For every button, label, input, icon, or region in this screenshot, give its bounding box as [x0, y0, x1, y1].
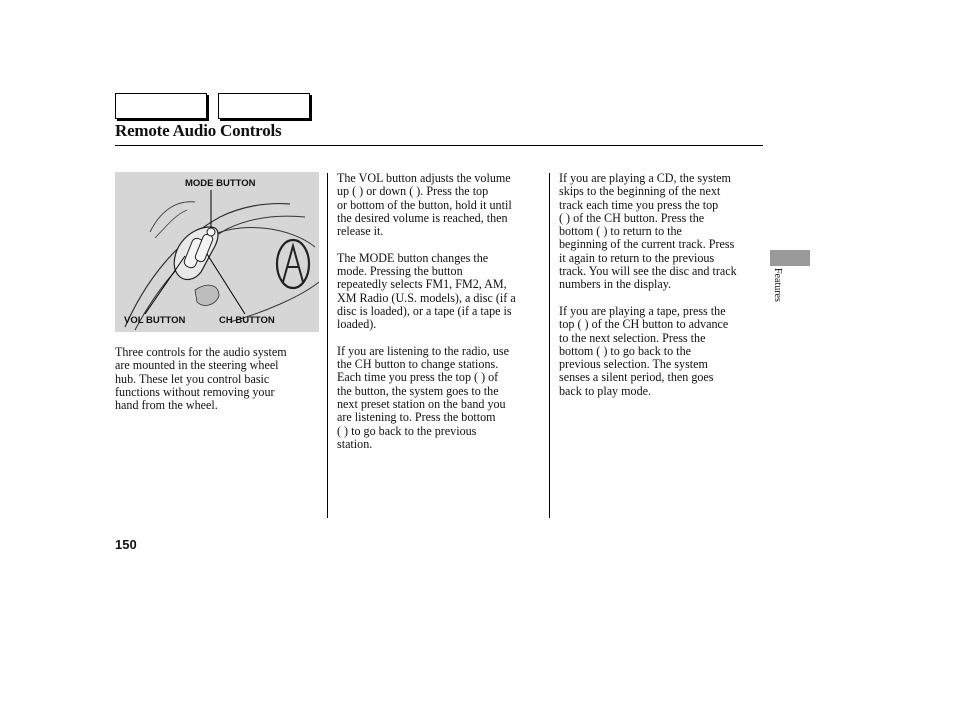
paragraph-mode: The MODE button changes the mode. Pressing the button repeatedly selects FM1, FM2, AM, XM Radio (U.S. models), a disc (if a disc is loaded), or a tape (if a tape is loaded).	[337, 250, 516, 332]
text-column-1	[115, 346, 320, 426]
paragraph-intro: Three controls for the audio system are mounted in the steering wheel hub. These let you control basic functions without removing your hand from the wheel.	[115, 345, 287, 413]
ch-button-label: CH BUTTON	[219, 315, 275, 326]
page-title: Remote Audio Controls	[115, 121, 282, 140]
nav-box-left[interactable]	[115, 93, 207, 119]
steering-wheel-illustration	[115, 172, 319, 332]
nav-box-right[interactable]	[218, 93, 310, 119]
paragraph-tape: If you are playing a tape, press the top ( ) of the CH button to advance to the next selection. Press the bottom ( ) to go back to the previous selection. The system senses a silent period, then goes back to play mode.	[559, 303, 729, 398]
title-divider	[115, 145, 763, 146]
paragraph-radio: If you are listening to the radio, use the CH button to change stations. Each time you press the top ( ) of the button, the system goes to the next preset station on the band you are listening to. Press the bottom ( ) to go back to the previous station.	[337, 343, 509, 451]
mode-button-label: MODE BUTTON	[185, 178, 256, 189]
text-column-3	[559, 172, 765, 411]
section-label: Features	[772, 268, 783, 302]
steering-wheel-figure	[115, 172, 319, 332]
vol-button-label: VOL BUTTON	[124, 315, 186, 326]
column-divider-2	[549, 173, 550, 518]
paragraph-cd: If you are playing a CD, the system skips to the beginning of the next track each time you press the top ( ) of the CH button. Press the bottom ( ) to return to the beginning of the current track. Press it again to return to the previous track. You will see the disc and track numbers in the display.	[559, 171, 737, 292]
section-tab	[770, 250, 810, 266]
page-number: 150	[115, 537, 137, 552]
text-column-2	[337, 172, 541, 465]
paragraph-vol: The VOL button adjusts the volume up ( ) or down ( ). Press the top or bottom of the button, hold it until the desired volume is reached, then release it.	[337, 171, 512, 239]
column-divider-1	[327, 173, 328, 518]
